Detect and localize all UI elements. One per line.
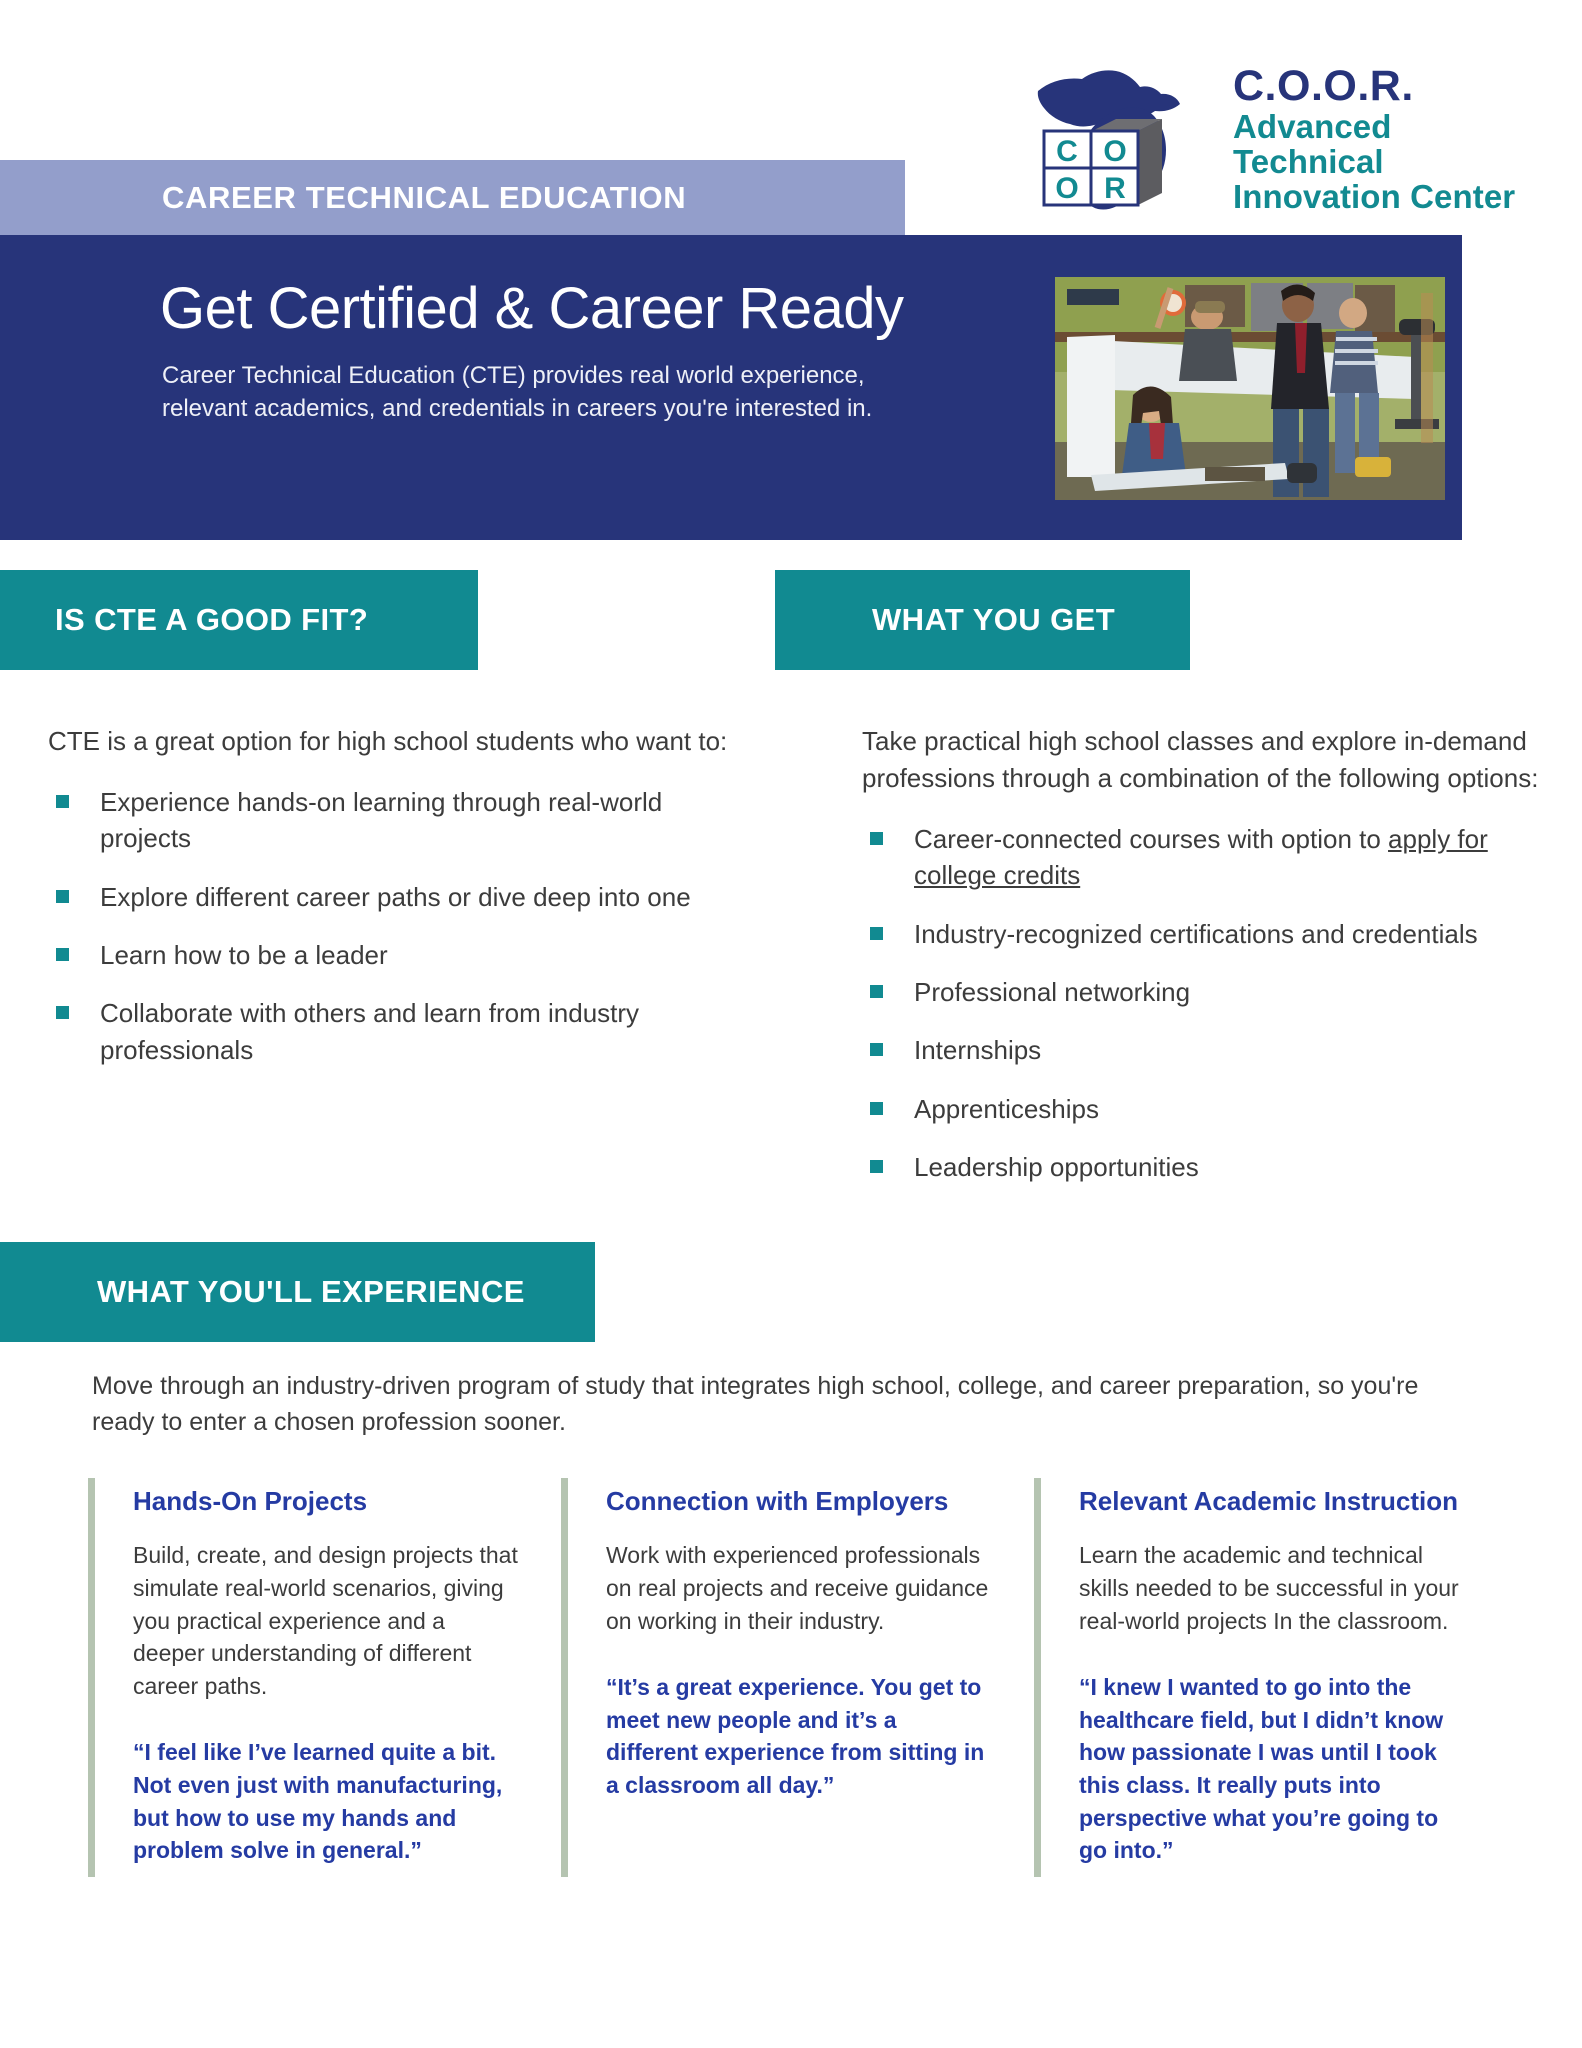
bullet-square-icon: [870, 832, 883, 845]
logo-tagline-line-1: Advanced Technical: [1233, 107, 1392, 180]
experience-card-quote: “It’s a great experience. You get to meet new people and it’s a different experience from sitting in a classroom all day.”: [606, 1674, 985, 1799]
svg-text:R: R: [1104, 171, 1126, 205]
list-item: [862, 821, 1542, 894]
list-item: [862, 1032, 1542, 1068]
section-tab-what-you-get: [775, 570, 1190, 670]
coor-logo: [1030, 62, 1550, 217]
michigan-map-icon: [1030, 65, 1215, 215]
list-item: [862, 916, 1542, 952]
list-item: [862, 1091, 1542, 1127]
list-item: [862, 1149, 1542, 1185]
list-item: [48, 784, 748, 857]
bullet-square-icon: [56, 795, 69, 808]
list-item-label: Leadership opportunities: [914, 1152, 1199, 1183]
bullet-square-icon: [870, 1160, 883, 1173]
page-title: Get Certified & Career Ready: [160, 276, 904, 341]
list-item-label: Internships: [914, 1035, 1042, 1066]
list-item-label: Explore different career paths or dive deep into one: [100, 881, 691, 912]
fit-bullet-list: [48, 784, 748, 1068]
hero-banner: [0, 235, 1462, 540]
bullet-square-icon: [870, 1102, 883, 1115]
logo-tagline-line-2: Innovation Center: [1233, 177, 1516, 215]
experience-card-title: Relevant Academic Instruction: [1079, 1486, 1459, 1516]
bullet-square-icon: [870, 1043, 883, 1056]
workshop-photo: [1055, 277, 1445, 500]
what-you-get-content: [862, 723, 1542, 1208]
list-item-label: Career-connected courses with option to: [914, 823, 1389, 854]
bullet-square-icon: [870, 927, 883, 940]
experience-card: [561, 1478, 1034, 1877]
section-tab-label: IS CTE A GOOD FIT?: [55, 602, 369, 637]
experience-card: [1034, 1478, 1507, 1877]
list-item-label: Experience hands-on learning through real-world projects: [100, 786, 663, 854]
get-bullet-list: [862, 821, 1542, 1186]
experience-card-body: Work with experienced professionals on real projects and receive guidance on working in their industry.: [606, 1542, 989, 1634]
logo-acronym: C.O.O.R.: [1233, 62, 1414, 111]
list-item-label: Professional networking: [914, 976, 1191, 1007]
list-item-label: Industry-recognized certifications and credentials: [914, 918, 1478, 949]
list-item: [48, 937, 748, 973]
list-item-label: Learn how to be a leader: [100, 940, 388, 971]
list-item-label: Collaborate with others and learn from industry professionals: [100, 998, 640, 1065]
fit-intro-text: CTE is a great option for high school students who want to:: [48, 726, 728, 756]
svg-text:C: C: [1056, 134, 1078, 168]
logo-wordmark: [1233, 64, 1550, 214]
svg-text:O: O: [1055, 171, 1079, 205]
section-tab-label: WHAT YOU'LL EXPERIENCE: [97, 1274, 525, 1309]
hero-subtitle: Career Technical Education (CTE) provides real world experience, relevant academics, and credentials in careers you're interested in.: [162, 362, 873, 422]
experience-card-title: Hands-On Projects: [133, 1486, 368, 1516]
list-item: [48, 995, 748, 1068]
list-item: [862, 974, 1542, 1010]
is-cte-a-good-fit-content: [48, 723, 748, 1090]
svg-text:O: O: [1103, 134, 1127, 168]
experience-card: [88, 1478, 561, 1877]
bullet-square-icon: [56, 890, 69, 903]
bullet-square-icon: [56, 1006, 69, 1019]
experience-card-body: Learn the academic and technical skills needed to be successful in your real-world projects In the classroom.: [1079, 1542, 1459, 1634]
experience-card-quote: “I knew I wanted to go into the healthcare field, but I didn’t know how passionate I was until I took this class. It really puts into perspective what you’re going to go into.”: [1079, 1674, 1444, 1864]
eyebrow-label: CAREER TECHNICAL EDUCATION: [162, 179, 687, 215]
section-tab-what-youll-experience: [0, 1242, 595, 1342]
eyebrow-banner: [0, 160, 905, 235]
experience-card-body: Build, create, and design projects that simulate real-world scenarios, giving you practical experience and a deeper understanding of different career paths.: [133, 1542, 518, 1699]
section-tab-label: WHAT YOU GET: [872, 602, 1116, 637]
list-item-label: Apprenticeships: [914, 1093, 1099, 1124]
experience-card-title: Connection with Employers: [606, 1486, 949, 1516]
bullet-square-icon: [56, 948, 69, 961]
section-tab-is-cte-a-good-fit: [0, 570, 478, 670]
experience-card-quote: “I feel like I’ve learned quite a bit. Not even just with manufacturing, but how to use my hands and problem solve in general.”: [133, 1739, 503, 1864]
apply-for-college-credits-link[interactable]: apply for college credits: [914, 823, 1488, 891]
list-item: [48, 879, 748, 915]
experience-card-row: [88, 1478, 1508, 1877]
get-intro-text: Take practical high school classes and explore in-demand professions through a combination of the following options:: [862, 726, 1539, 793]
experience-intro-text: Move through an industry-driven program of study that integrates high school, college, and career preparation, so you're ready to enter a chosen profession sooner.: [92, 1372, 1419, 1437]
bullet-square-icon: [870, 985, 883, 998]
